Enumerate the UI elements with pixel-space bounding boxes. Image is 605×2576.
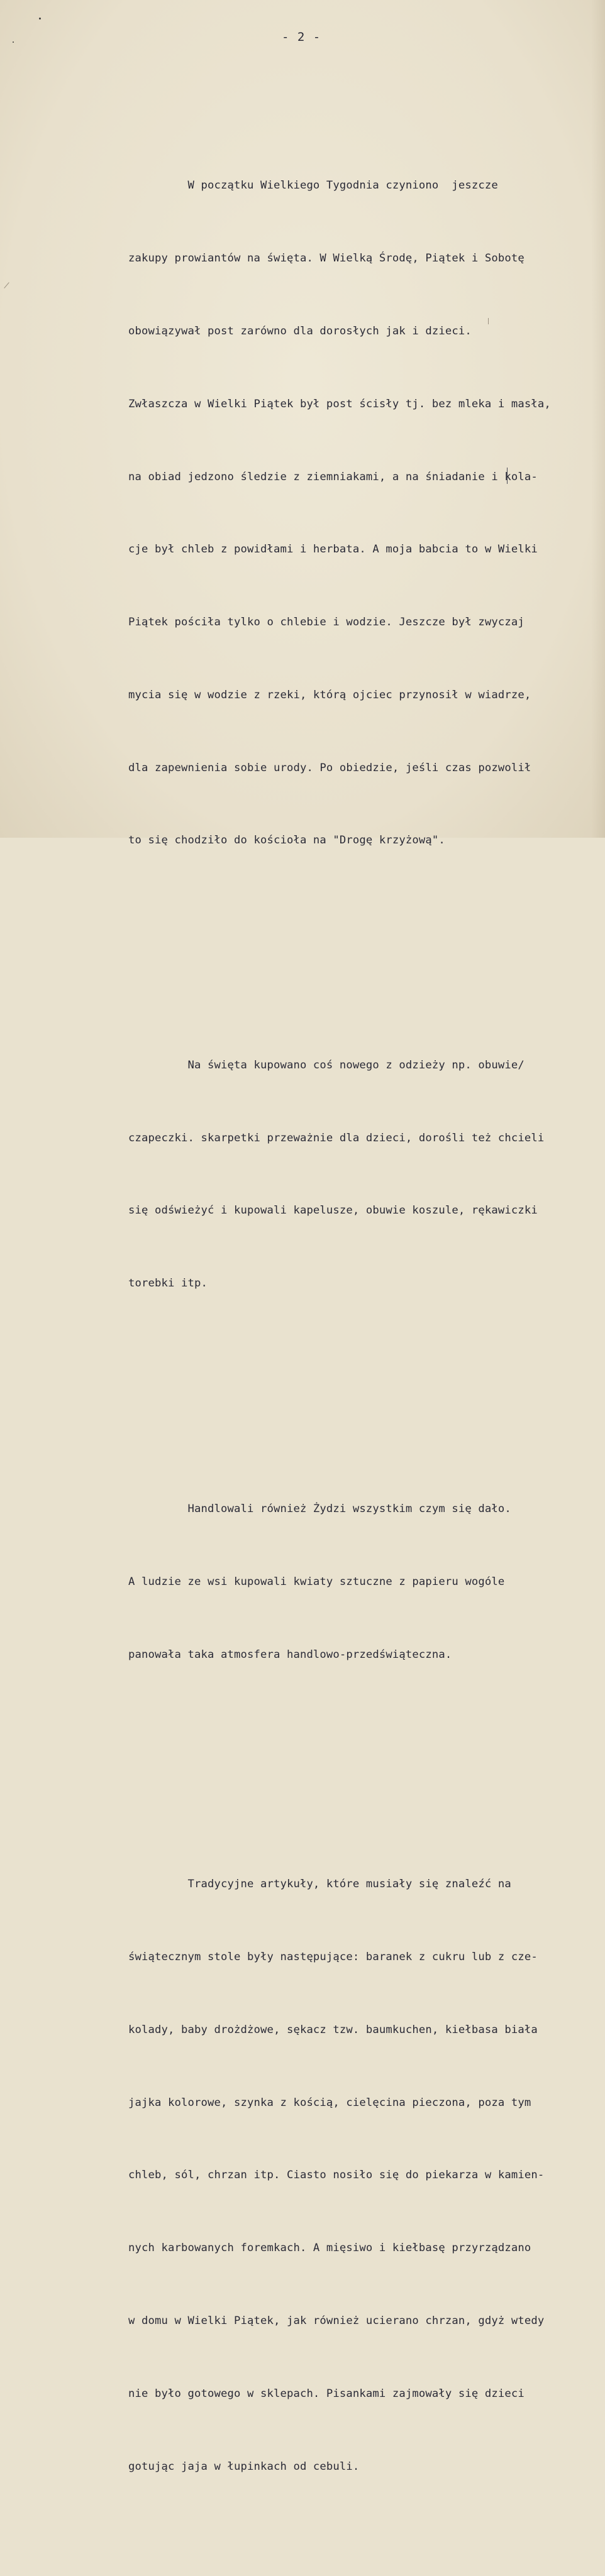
text-line: świątecznym stole były następujące: baranek z cukru lub z cze- bbox=[128, 1951, 538, 1964]
paragraph-spacer bbox=[128, 1393, 591, 1400]
pen-mark bbox=[4, 282, 9, 288]
text-line: czapeczki. skarpetki przeważnie dla dzieci, dorośli też chcieli bbox=[128, 1131, 545, 1144]
text-line: Tradycyjne artykuły, które musiały się znaleźć na bbox=[128, 1878, 511, 1891]
text-line: chleb, sól, chrzan itp. Ciasto nosiło się do piekarza w kamien- bbox=[128, 2169, 545, 2182]
paragraph-spacer bbox=[128, 950, 591, 956]
text-line: torebki itp. bbox=[128, 1277, 208, 1290]
text-line: obowiązywał post zarówno dla dorosłych jak i dzieci. bbox=[128, 324, 472, 337]
typed-text-body bbox=[128, 77, 591, 2576]
text-line: gotując jaja w łupinkach od cebuli. bbox=[128, 2460, 360, 2473]
paragraph-1 bbox=[128, 125, 591, 901]
text-line: Handlowali również Żydzi wszystkim czym się dało. bbox=[128, 1503, 511, 1516]
text-line: cje był chleb z powidłami i herbata. A moja babcia to w Wielki bbox=[128, 543, 538, 556]
text-line: nie było gotowego w sklepach. Pisankami zajmowały się dzieci bbox=[128, 2387, 525, 2400]
ink-speck bbox=[13, 41, 14, 43]
ink-speck bbox=[39, 18, 41, 19]
paragraph-spacer bbox=[128, 1764, 591, 1775]
text-line: Na święta kupowano coś nowego z odzieży np. obuwie/ bbox=[128, 1058, 525, 1072]
text-line: dla zapewnienia sobie urody. Po obiedzie, jeśli czas pozwolił bbox=[128, 761, 531, 774]
text-line: to się chodziło do kościoła na "Drogę krzyżową". bbox=[128, 834, 445, 847]
text-line: Piątek pościła tylko o chlebie i wodzie. Jeszcze był zwyczaj bbox=[128, 616, 525, 629]
text-line: nych karbowanych foremkach. A mięsiwo i kiełbasę przyrządzano bbox=[128, 2242, 531, 2255]
paragraph-4 bbox=[128, 1824, 591, 2527]
text-line: panowała taka atmosfera handlowo-przedświąteczna. bbox=[128, 1648, 452, 1661]
text-line: w domu w Wielki Piątek, jak również ucierano chrzan, gdyż wtedy bbox=[128, 2315, 545, 2328]
text-line: mycia się w wodzie z rzeki, którą ojciec przynosił w wiadrze, bbox=[128, 688, 531, 701]
paragraph-2 bbox=[128, 1005, 591, 1344]
text-line: zakupy prowiantów na święta. W Wielką Środę, Piątek i Sobotę bbox=[128, 252, 525, 265]
page-edge-shadow bbox=[591, 0, 605, 838]
page-number: - 2 - bbox=[282, 30, 321, 44]
text-line: kolady, baby drożdżowe, sękacz tzw. baumkuchen, kiełbasa biała bbox=[128, 2023, 538, 2036]
text-line: jajka kolorowe, szynka z kością, cielęcina pieczona, poza tym bbox=[128, 2096, 531, 2109]
text-line: na obiad jedzono śledzie z ziemniakami, a na śniadanie i kola- bbox=[128, 470, 538, 483]
paragraph-3 bbox=[128, 1449, 591, 1716]
text-line: Zwłaszcza w Wielki Piątek był post ścisły tj. bez mleka i masła, bbox=[128, 397, 551, 410]
text-line: A ludzie ze wsi kupowali kwiaty sztuczne z papieru wogóle bbox=[128, 1576, 505, 1589]
text-line: się odświeżyć i kupowali kapelusze, obuwie koszule, rękawiczki bbox=[128, 1204, 538, 1217]
text-line: W początku Wielkiego Tygodnia czyniono jeszcze bbox=[128, 179, 498, 192]
